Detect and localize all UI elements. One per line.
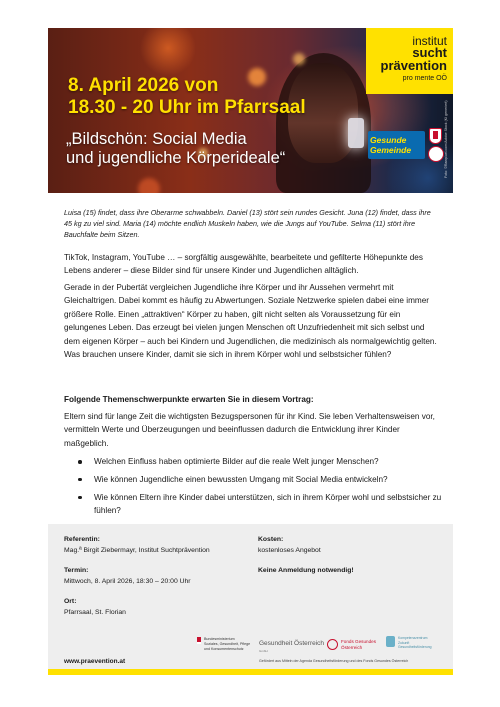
logo-text: sucht: [412, 45, 447, 60]
coat-of-arms-icon: [429, 128, 442, 144]
list-item-text: Wie können Eltern ihre Kinder dabei unterstützen, sich in ihrem Körper wohl und selbstsicher zu fühlen?: [94, 492, 442, 516]
intro-quote: Luisa (15) findet, dass ihre Oberarme schwabbeln. Daniel (13) stört sein rundes Gesicht. Juna (12) findet, dass ihre 45 kg zu viel sind. Maria (14) möchte endlich Muskeln haben, wie die Jungs auf YouTube. Selma (11) stört ihre Bauchfalte beim Sitzen.: [64, 208, 431, 239]
focus-paragraph: Eltern sind für lange Zeit die wichtigsten Bezugspersonen für ihr Kind. Sie leben Verhaltensweisen vor, vermitteln Werte und Überzeugungen und beeinflussen dadurch die Entwicklung ihrer Kinder maßgeblich.: [64, 412, 435, 448]
banner-bokeh-light: [293, 53, 305, 65]
fgoe-icon: [327, 639, 338, 650]
termin-label: Termin:: [64, 567, 89, 574]
kosten-value: kostenloses Angebot: [258, 547, 321, 554]
list-item: [64, 455, 442, 468]
list-item: [64, 473, 442, 486]
event-info-box: [48, 524, 453, 669]
logo-text: Bundesministerium: [204, 637, 235, 641]
gesunde-gemeinde-logo: [368, 131, 425, 159]
focus-list: [64, 455, 442, 522]
institut-suchtpraevention-logo: [366, 28, 453, 94]
gesundheit-oesterreich-logo: Gesundheit Österreich: [259, 640, 325, 647]
kgg-icon: [386, 636, 395, 647]
banner-bokeh-light: [138, 178, 160, 193]
list-item-text: Welchen Einfluss haben optimierte Bilder auf die reale Welt junger Menschen?: [94, 457, 379, 466]
event-date-line-1: 8. April 2026 von: [68, 75, 219, 96]
referentin-value: Mag.ª Birgit Ziebermayr, Institut Suchtprävention: [64, 547, 210, 554]
referentin-label: Referentin:: [64, 536, 100, 543]
header-banner: [48, 28, 453, 193]
logo-text: prävention: [380, 58, 447, 73]
banner-bokeh-light: [248, 68, 266, 86]
banner-photo-phone-light: [348, 118, 364, 148]
list-item: [64, 491, 442, 518]
termin-value: Mittwoch, 8. April 2026, 18:30 – 20:00 Uhr: [64, 578, 191, 585]
paragraph-2: Gerade in der Pubertät vergleichen Jugendliche ihre Körper und ihr Aussehen vermehrt mit Gleichaltrigen. Dabei kommt es häufig zu Abwertungen. Soziale Netzwerke spielen dabei eine immer größere Rolle. Einen „attraktiven“ Körper zu haben, gilt nicht selten als Voraussetzung für ein gelungenes Leben. Das erzeugt bei vielen jungen Menschen oft Unzufriedenheit mit sich selbst und dem eigenen Körper – auch bei Kindern und Jugendlichen, die medizinisch als normalgewichtig gelten. Was brauchen unsere Kinder, damit sie sich in ihrem Körper wohl und selbstsicher fühlen?: [64, 283, 437, 360]
logo-text: Gesundheitsförderung: [398, 645, 432, 649]
bullet-icon: [78, 496, 82, 500]
paragraph-1: TikTok, Instagram, YouTube … – sorgfältig ausgewählte, bearbeitete und gefilterte Höhepunkte des Lebens anderer – diese Bilder sind für unsere Kinder und Jugendlichen alltäglich.: [64, 253, 423, 276]
website-link[interactable]: www.praevention.at: [64, 658, 126, 665]
photo-credit: Foto: ©Rawpixel.com/Adobe Stock (KI generiert): [444, 100, 448, 178]
round-seal-icon: [428, 146, 444, 162]
logo-text: und Konsumentenschutz: [204, 647, 244, 651]
event-title-line-2: und jugendliche Körperideale“: [66, 149, 286, 167]
kosten-label: Kosten:: [258, 536, 284, 543]
event-title-line-1: „Bildschön: Social Media: [66, 130, 247, 148]
logo-text: Österreich: [341, 645, 363, 650]
anmeldung-note: Keine Anmeldung notwendig!: [258, 567, 354, 574]
bullet-icon: [78, 478, 82, 482]
footer-accent-bar: [48, 669, 453, 675]
logo-text: GmbH: [259, 649, 268, 653]
logo-text: Zukunft: [398, 640, 410, 645]
logo-text: pro mente OÖ: [402, 75, 447, 82]
event-date-line-2: 18.30 - 20 Uhr im Pfarrsaal: [68, 97, 306, 118]
list-item-text: Wie können Jugendliche einen bewussten Umgang mit Social Media entwickeln?: [94, 474, 388, 484]
bullet-icon: [78, 460, 82, 464]
funding-note: Gefördert aus Mitteln der Agenda Gesundheitsförderung und des Fonds Gesundes Österreich: [259, 659, 409, 663]
ort-value: Pfarrsaal, St. Florian: [64, 609, 126, 616]
ort-label: Ort:: [64, 598, 77, 605]
logo-text: Fonds Gesundes: [341, 639, 376, 644]
logo-text: Kompetenzzentrum: [398, 636, 428, 640]
logo-text: Soziales, Gesundheit, Pflege: [204, 642, 251, 646]
focus-heading: Folgende Themenschwerpunkte erwarten Sie in diesem Vortrag:: [64, 395, 314, 404]
logo-text: institut: [412, 34, 447, 48]
flag-icon-stripe: [197, 642, 201, 644]
logo-text: Gemeinde: [370, 145, 412, 155]
logo-text: Gesunde: [370, 135, 407, 145]
